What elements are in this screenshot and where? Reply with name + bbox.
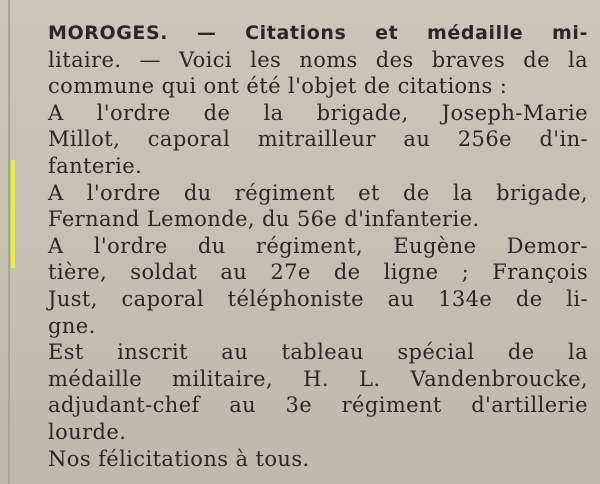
article-line: A l'ordre du régiment, Eugène Demor-: [48, 233, 588, 258]
article-line: A l'ordre du régiment et de la brigade,: [48, 180, 588, 205]
article-line: litaire. — Voici les noms des braves de la: [48, 47, 588, 72]
article-line: Nos félicitations à tous.: [48, 446, 310, 471]
article-line: médaille militaire, H. L. Vandenbroucke,: [48, 366, 588, 391]
article-line: tière, soldat au 27e de ligne ; François: [48, 260, 588, 285]
fold-line: [8, 0, 10, 484]
article-line: gne.: [48, 313, 96, 338]
article-line: Just, caporal téléphoniste au 134e de li-: [48, 286, 588, 311]
article-line: adjudant-chef au 3e régiment d'artillerie: [48, 393, 588, 418]
news-article: [48, 20, 588, 472]
article-line: commune qui ont été l'objet de citations :: [48, 74, 508, 99]
article-line: Millot, caporal mitrailleur au 256e d'in-: [48, 127, 588, 152]
article-line: Fernand Lemonde, du 56e d'infanterie.: [48, 207, 480, 232]
article-line: lourde.: [48, 419, 127, 444]
article-line: Est inscrit au tableau spécial de la: [48, 340, 588, 365]
article-headline: MOROGES. — Citations et médaille mi-: [48, 22, 588, 44]
article-line: fanterie.: [48, 153, 143, 178]
article-line: A l'ordre de la brigade, Joseph-Marie: [48, 100, 588, 125]
highlight-marker: [11, 160, 15, 268]
